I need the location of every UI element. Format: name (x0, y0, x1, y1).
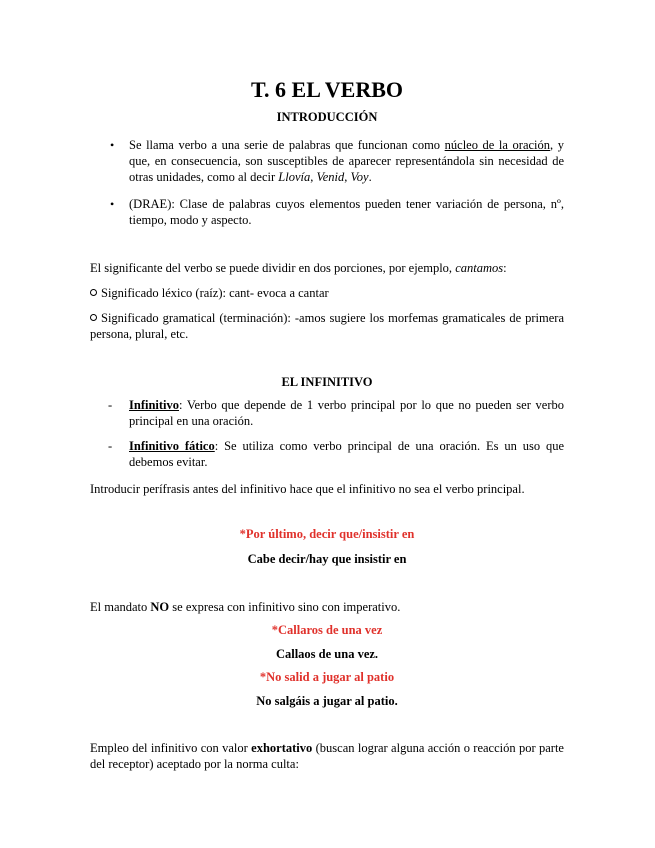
significado-gramatical-item (90, 310, 564, 342)
example-word: Voy (350, 170, 369, 184)
intro-bullet-1 (129, 137, 564, 185)
text-run: . (368, 170, 372, 184)
emphasis: exhortativo (251, 741, 313, 755)
exhortativo-paragraph (90, 740, 564, 772)
example-word: cantamos (455, 261, 504, 275)
correct-example: Cabe decir/hay que insistir en (247, 552, 407, 566)
text-run: (buscan lograr alguna acción o reacción por parte del receptor) aceptado por la norma culta: (90, 741, 564, 771)
text-run: : Verbo que depende de 1 verbo principal por lo que no pueden ser verbo principal en una oración. (129, 398, 564, 428)
incorrect-example: *No salid a jugar al patio (259, 670, 395, 684)
perifrasis-note: Introducir perífrasis antes del infinitivo hace que el infinitivo no sea el verbo principal. (90, 482, 525, 496)
incorrect-example: *Callaros de una vez (271, 623, 383, 637)
incorrect-example: *Por último, decir que/insistir en (239, 527, 415, 541)
section-heading-introduccion: INTRODUCCIÓN (276, 110, 378, 124)
text-run: : Se utiliza como verbo principal de una oración. Es un uso que debemos evitar. (129, 439, 564, 469)
text-run: , y que, en consecuencia, son susceptibles de aparecer representándola sin necesidad de otras unidades, como al decir (129, 138, 564, 184)
text-run: Significado gramatical (terminación): -amos sugiere los morfemas gramaticales de primera persona, plural, etc. (90, 311, 564, 341)
text-run: Significado léxico (raíz): cant- evoca a cantar (101, 286, 329, 300)
text-run: : (503, 261, 507, 275)
significado-lexico-item (90, 285, 564, 301)
example-word: Venid (316, 170, 345, 184)
circle-bullet-icon (90, 289, 97, 296)
underlined-term: núcleo de la oración (444, 138, 551, 152)
infinitivo-item (129, 397, 564, 429)
dash-bullet: - (108, 439, 113, 453)
circle-bullet-icon (90, 314, 97, 321)
text-run: , (344, 170, 351, 184)
text-run: Empleo del infinitivo con valor (90, 741, 252, 755)
dash-bullet: - (108, 398, 113, 412)
example-word: Llovía (278, 170, 311, 184)
term-label: Infinitivo (129, 398, 180, 412)
bullet-dot: • (110, 197, 115, 211)
emphasis: NO (150, 600, 170, 614)
text-run: El mandato (90, 600, 151, 614)
document-title: T. 6 EL VERBO (250, 77, 403, 102)
text-run: El significante del verbo se puede dividir en dos porciones, por ejemplo, (90, 261, 456, 275)
infinitivo-fatico-item (129, 438, 564, 470)
text-run: Se llama verbo a una serie de palabras que funcionan como (129, 138, 445, 152)
correct-example: No salgáis a jugar al patio. (256, 694, 398, 708)
text-run: se expresa con infinitivo sino con imperativo. (169, 600, 401, 614)
mandato-paragraph (90, 599, 564, 615)
bullet-dot: • (110, 138, 115, 152)
term-label: Infinitivo fático (129, 439, 215, 453)
section-heading-infinitivo: EL INFINITIVO (281, 375, 373, 389)
intro-bullet-2: (DRAE): Clase de palabras cuyos elementos pueden tener variación de persona, nº, tiempo, modo y aspecto. (129, 197, 564, 227)
correct-example: Callaos de una vez. (275, 647, 379, 661)
significante-paragraph (90, 260, 564, 276)
text-run: , (310, 170, 317, 184)
